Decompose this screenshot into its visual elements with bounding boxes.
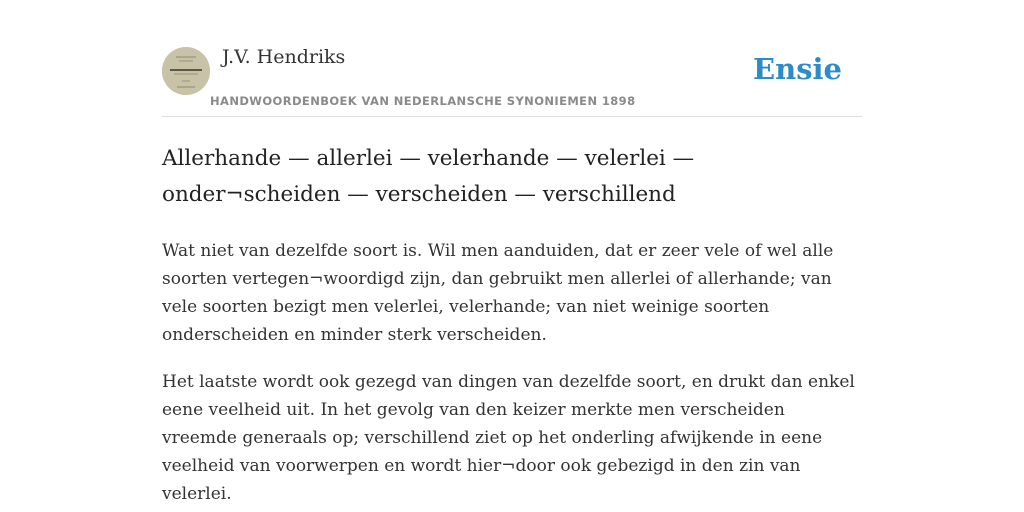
- entry-body: [162, 237, 862, 508]
- entry-header: [162, 40, 862, 117]
- paragraph: Het laatste wordt ook gezegd van dingen van dezelfde soort, en drukt dan enkel eene veelheid uit. In het gevolg van den keizer merkte men verscheiden vreemde generaals op; verschillend ziet op het onderling afwijkende in eene veelheid van voorwerpen en wordt hier¬door ook gebezigd in den zin van velerlei.: [162, 372, 855, 504]
- entry-card: [162, 40, 862, 508]
- paragraph: Wat niet van dezelfde soort is. Wil men aanduiden, dat er zeer vele of wel alle soorten vertegen¬woordigd zijn, dan gebruikt men allerlei of allerhande; van vele soorten bezigt men velerlei, velerhande; van niet weinige soorten onderscheiden en minder sterk verscheiden.: [162, 241, 834, 345]
- brand-logo[interactable]: Ensie: [753, 52, 842, 86]
- avatar[interactable]: [162, 47, 210, 95]
- book-cover-icon: [162, 47, 210, 95]
- source-title[interactable]: HANDWOORDENBOEK VAN NEDERLANSCHE SYNONIEMEN 1898: [210, 94, 636, 108]
- author-name[interactable]: J.V. Hendriks: [222, 46, 346, 68]
- entry-title: Allerhande — allerlei — velerhande — velerlei —onder¬scheiden — verscheiden — verschillend: [162, 146, 695, 207]
